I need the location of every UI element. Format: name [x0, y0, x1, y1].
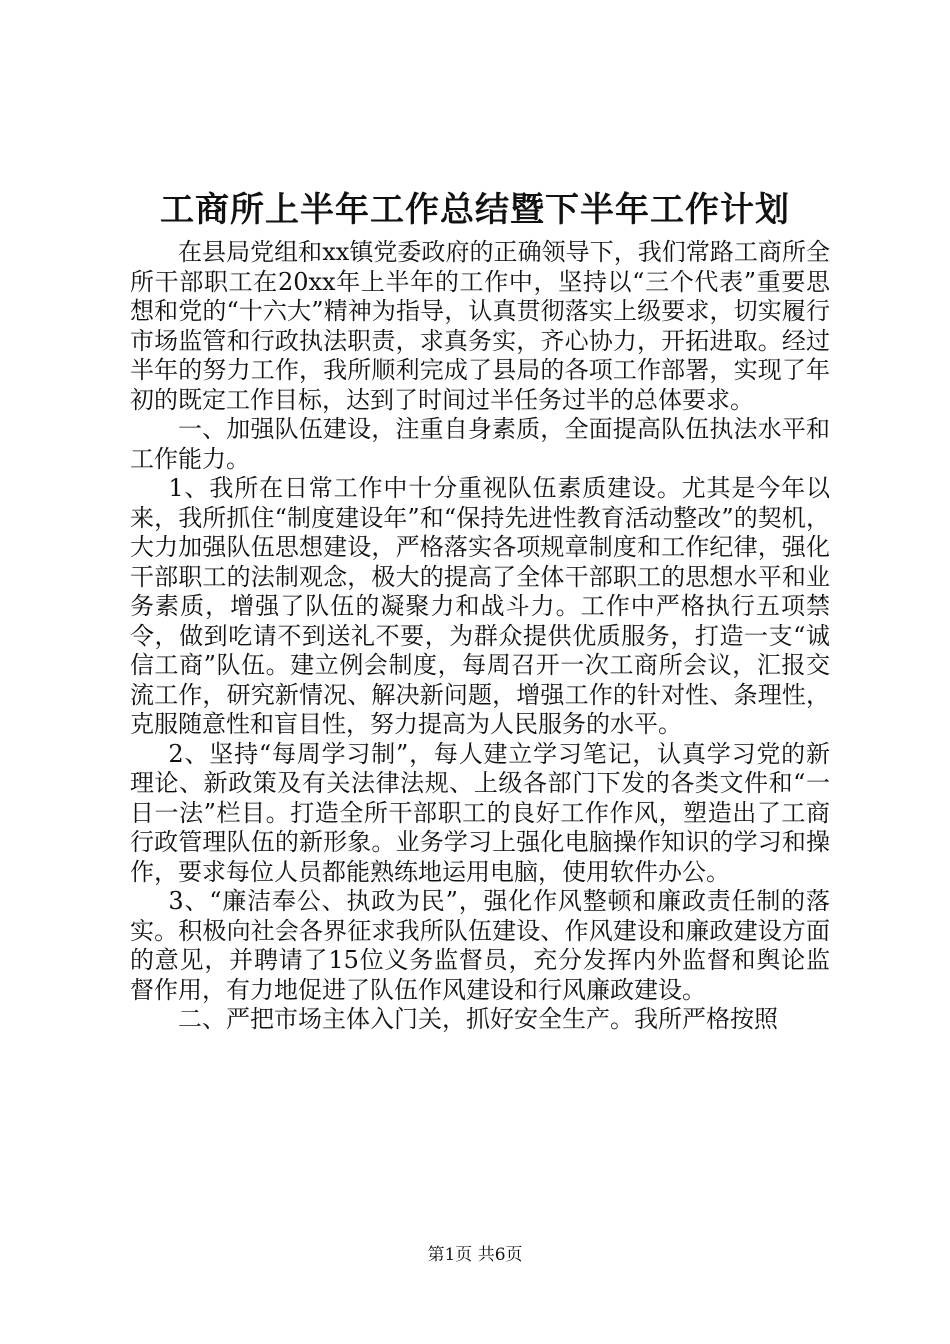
paragraph-item-1: 1、我所在日常工作中十分重视队伍素质建设。尤其是今年以来，我所抓住“制度建设年”和“保持先进性教育活动整改”的契机，大力加强队伍思想建设，严格落实各项规章制度和工作纪律，强化干部职工的法制观念，极大的提高了全体干部职工的思想水平和业务素质，增强了队伍的凝聚力和战斗力。工作中严格执行五项禁令，做到吃请不到送礼不要，为群众提供优质服务，打造一支“诚信工商”队伍。建立例会制度，每周召开一次工商所会议，汇报交流工作，研究新情况、解决新问题，增强工作的针对性、条理性，克服随意性和盲目性，努力提高为人民服务的水平。: [130, 474, 830, 738]
paragraph-item-3: 3、“廉洁奉公、执政为民”，强化作风整顿和廉政责任制的落实。积极向社会各界征求我所队伍建设、作风建设和廉政建设方面的意见，并聘请了15位义务监督员，充分发挥内外监督和舆论监督作用，有力地促进了队伍作风建设和行风廉政建设。: [130, 887, 830, 1004]
document-title: 工商所上半年工作总结暨下半年工作计划: [160, 190, 790, 230]
document-body: [130, 238, 830, 1035]
paragraph-section-2-heading: 二、严把市场主体入门关，抓好安全生产。我所严格按照: [178, 1005, 778, 1033]
paragraph-item-2: 2、坚持“每周学习制”，每人建立学习笔记，认真学习党的新理论、新政策及有关法律法规、上级各部门下发的各类文件和“一日一法”栏目。打造全所干部职工的良好工作作风，塑造出了工商行政管理队伍的新形象。业务学习上强化电脑操作知识的学习和操作，要求每位人员都能熟练地运用电脑，使用软件办公。: [130, 739, 830, 886]
paragraph-section-1-heading: 一、加强队伍建设，注重自身素质，全面提高队伍执法水平和工作能力。: [130, 415, 830, 473]
page-number-footer: 第1页 共6页: [427, 1245, 523, 1265]
paragraph-intro: 在县局党组和xx镇党委政府的正确领导下，我们常路工商所全所干部职工在20xx年上半年的工作中，坚持以“三个代表”重要思想和党的“十六大”精神为指导，认真贯彻落实上级要求，切实履行市场监管和行政执法职责，求真务实，齐心协力，开拓进取。经过半年的努力工作，我所顺利完成了县局的各项工作部署，实现了年初的既定工作目标，达到了时间过半任务过半的总体要求。: [130, 238, 830, 414]
